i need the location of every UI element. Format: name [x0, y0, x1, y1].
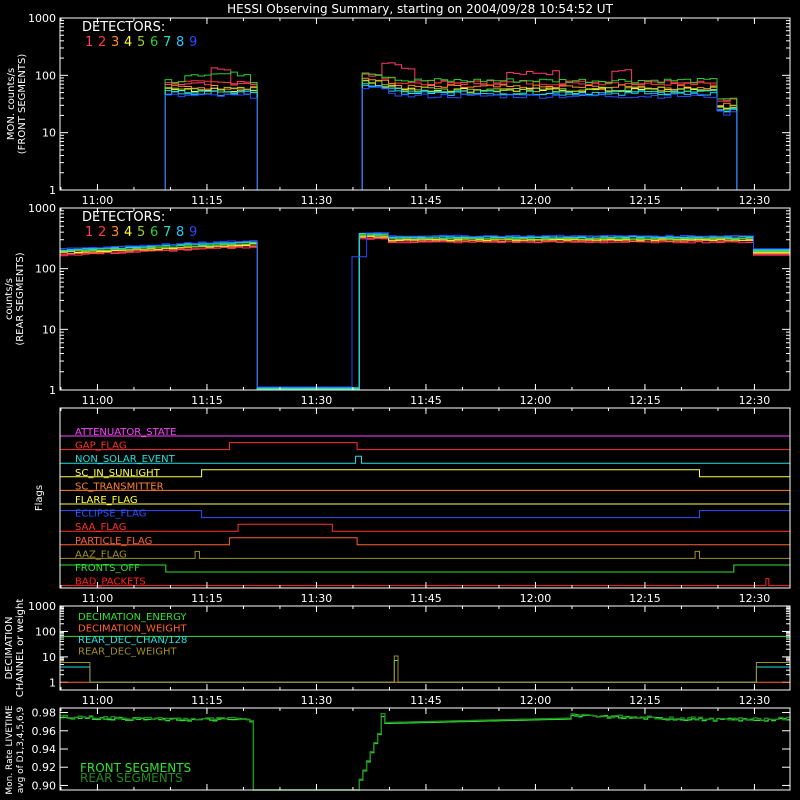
x-tick-label: 12:30: [738, 694, 771, 707]
decimation-legend-1: DECIMATION_WEIGHT: [78, 623, 187, 635]
x-tick-label: 12:00: [519, 394, 552, 407]
x-tick-label: 11:30: [300, 694, 333, 707]
x-tick-label: 12:15: [629, 592, 661, 605]
rear-legend-label-7: 7: [163, 225, 172, 240]
y-tick-label: 0.92: [31, 761, 56, 775]
x-tick-label: 12:00: [519, 194, 552, 207]
rear-legend-title: DETECTORS:: [82, 210, 166, 225]
y-axis-label: (FRONT SEGMENTS): [17, 53, 28, 155]
x-tick-label: 11:00: [81, 394, 114, 407]
front-legend-label-2: 2: [98, 35, 107, 50]
flag-label-particle_flag: PARTICLE_FLAG: [75, 535, 153, 547]
flag-label-eclipse_flag: ECLIPSE_FLAG: [75, 508, 147, 520]
front-legend-label-9: 9: [189, 35, 198, 50]
chart-title: HESSI Observing Summary, starting on 2004/09/28 10:54:52 UT: [227, 2, 613, 16]
y-tick-label: 10: [42, 650, 56, 664]
y-tick-label: 100: [35, 262, 56, 276]
x-tick-label: 12:00: [519, 592, 552, 605]
y-tick-label: 1000: [28, 202, 56, 215]
x-tick-label: 11:45: [410, 394, 442, 407]
front-legend-label-8: 8: [176, 35, 185, 50]
rear-legend-label-8: 8: [176, 225, 185, 240]
y-axis-label: avg of D1,3,4,5,6,9: [16, 706, 26, 794]
x-tick-label: 11:15: [191, 592, 223, 605]
flag-label-aaz_flag: AAZ_FLAG: [75, 549, 127, 561]
livetime-legend-1: REAR SEGMENTS: [80, 771, 183, 785]
decimation-legend-2: REAR_DEC_CHAN/128: [78, 635, 188, 646]
front-legend-label-3: 3: [111, 35, 120, 50]
decimation-legend-0: DECIMATION_ENERGY: [78, 612, 187, 623]
y-tick-label: 0.96: [31, 724, 56, 738]
flag-label-bad_packets: BAD_PACKETS: [75, 576, 146, 588]
x-tick-label: 11:45: [410, 194, 442, 207]
y-tick-label: 10: [42, 323, 56, 337]
flag-label-attenuator_state: ATTENUATOR_STATE: [75, 427, 177, 438]
livetime-legend-0: FRONT SEGMENTS: [80, 761, 192, 775]
x-tick-label: 11:30: [300, 194, 333, 207]
y-tick-label: 100: [35, 625, 56, 639]
x-tick-label: 11:30: [300, 394, 333, 407]
x-tick-label: 11:15: [191, 694, 223, 707]
rear-legend-label-3: 3: [111, 225, 120, 240]
y-tick-label: 0.94: [31, 743, 56, 756]
front-legend-label-5: 5: [137, 35, 146, 50]
rear-legend-label-9: 9: [189, 225, 198, 240]
x-tick-label: 12:30: [738, 592, 771, 605]
decimation-legend-3: REAR_DEC_WEIGHT: [78, 646, 177, 658]
front-legend-label-6: 6: [150, 35, 159, 50]
y-tick-label: 10: [42, 126, 56, 140]
flag-label-flare_flag: FLARE_FLAG: [75, 495, 138, 506]
y-axis-label: (REAR SEGMENTS): [15, 252, 26, 346]
x-tick-label: 12:15: [629, 694, 661, 707]
x-tick-label: 11:45: [410, 694, 442, 707]
x-tick-label: 11:00: [81, 592, 114, 605]
x-tick-label: 11:45: [410, 592, 442, 605]
flag-label-gap_flag: GAP_FLAG: [75, 440, 127, 452]
flag-label-sc_transmitter: SC_TRANSMITTER: [75, 481, 164, 493]
x-tick-label: 11:00: [81, 194, 114, 207]
y-tick-label: 100: [35, 69, 56, 83]
y-axis-label: CHANNEL or weight: [15, 598, 26, 698]
flag-label-fronts_off: FRONTS_OFF: [75, 563, 140, 574]
x-tick-label: 12:15: [629, 194, 661, 207]
y-axis-label: MON. counts/s: [6, 67, 17, 141]
x-tick-label: 12:15: [629, 394, 661, 407]
y-tick-label: 0.90: [31, 779, 56, 793]
rear-legend-label-6: 6: [150, 225, 159, 240]
y-tick-label: 1000: [28, 600, 56, 613]
x-tick-label: 11:15: [191, 394, 223, 407]
x-tick-label: 12:30: [738, 394, 771, 407]
x-tick-label: 11:00: [81, 694, 114, 707]
y-axis-label: Mon. Rate LIVETIME: [5, 705, 15, 795]
flag-label-sc_in_sunlight: SC_IN_SUNLIGHT: [75, 467, 160, 479]
front-legend-label-1: 1: [85, 35, 94, 50]
front-legend-label-7: 7: [163, 35, 172, 50]
front-legend-label-4: 4: [124, 35, 133, 50]
rear-legend-label-4: 4: [124, 225, 133, 240]
y-axis-label: DECIMATION: [4, 616, 15, 680]
x-tick-label: 12:00: [519, 694, 552, 707]
y-tick-label: 1000: [28, 12, 56, 25]
y-tick-label: 1: [49, 184, 56, 197]
rear-legend-label-5: 5: [137, 225, 146, 240]
x-tick-label: 12:30: [738, 194, 771, 207]
x-tick-label: 11:30: [300, 592, 333, 605]
y-tick-label: 0.98: [31, 706, 56, 720]
y-tick-label: 1: [49, 676, 56, 690]
x-tick-label: 11:15: [191, 194, 223, 207]
y-axis-label: counts/s: [4, 277, 15, 321]
flag-label-saa_flag: SAA_FLAG: [75, 522, 127, 534]
y-tick-label: 1: [49, 384, 56, 397]
rear-legend-label-2: 2: [98, 225, 107, 240]
y-axis-label: Flags: [34, 484, 45, 512]
flag-label-non_solar_event: NON_SOLAR_EVENT: [75, 454, 175, 466]
rear-legend-label-1: 1: [85, 225, 94, 240]
front-legend-title: DETECTORS:: [82, 20, 166, 35]
